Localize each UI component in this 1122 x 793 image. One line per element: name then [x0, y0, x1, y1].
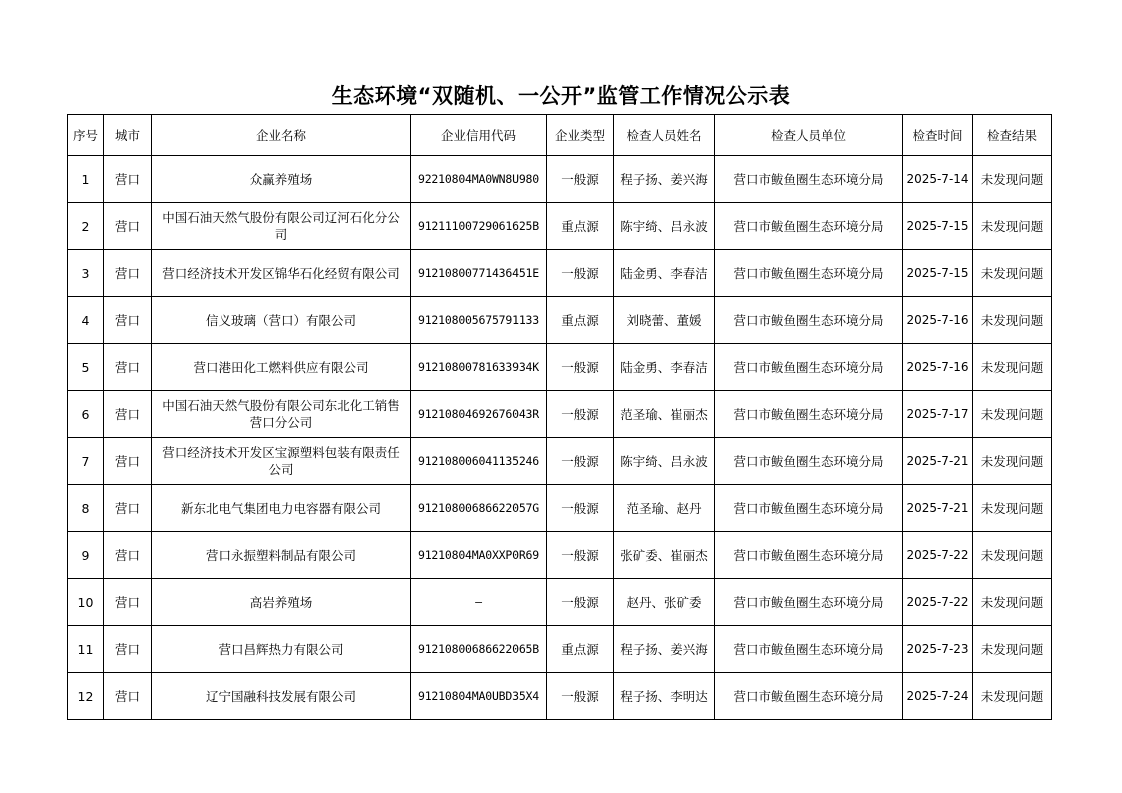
header-city: 城市: [104, 115, 152, 156]
cell-seq: 5: [68, 344, 104, 391]
table-row: [68, 673, 1052, 720]
cell-result: 未发现问题: [973, 297, 1052, 344]
cell-result: 未发现问题: [973, 673, 1052, 720]
cell-city: 营口: [104, 438, 152, 485]
cell-company: 营口经济技术开发区锦华石化经贸有限公司: [152, 250, 411, 297]
cell-city: 营口: [104, 626, 152, 673]
cell-seq: 7: [68, 438, 104, 485]
cell-inspectors: 陈宇绮、吕永波: [614, 438, 715, 485]
cell-seq: 12: [68, 673, 104, 720]
cell-date: 2025-7-14: [903, 156, 973, 203]
cell-inspectors: 陈宇绮、吕永波: [614, 203, 715, 250]
table-row: [68, 344, 1052, 391]
header-date: 检查时间: [903, 115, 973, 156]
cell-seq: 2: [68, 203, 104, 250]
cell-date: 2025-7-22: [903, 532, 973, 579]
table-row: [68, 391, 1052, 438]
cell-seq: 10: [68, 579, 104, 626]
table-row: [68, 297, 1052, 344]
page-title: 生态环境“双随机、一公开”监管工作情况公示表: [331, 84, 791, 108]
table-row: [68, 250, 1052, 297]
cell-unit: 营口市鲅鱼圈生态环境分局: [715, 579, 903, 626]
cell-inspectors: 赵丹、张矿委: [614, 579, 715, 626]
cell-inspectors: 张矿委、崔丽杰: [614, 532, 715, 579]
cell-company: 众赢养殖场: [152, 156, 411, 203]
header-row: [68, 115, 1052, 156]
cell-type: 一般源: [547, 673, 614, 720]
cell-seq: 9: [68, 532, 104, 579]
cell-type: 一般源: [547, 579, 614, 626]
cell-unit: 营口市鲅鱼圈生态环境分局: [715, 391, 903, 438]
table-body: [68, 156, 1052, 720]
cell-credit-code: 91210804692676043R: [411, 391, 547, 438]
cell-seq: 4: [68, 297, 104, 344]
cell-unit: 营口市鲅鱼圈生态环境分局: [715, 438, 903, 485]
header-company: 企业名称: [152, 115, 411, 156]
cell-type: 一般源: [547, 391, 614, 438]
cell-result: 未发现问题: [973, 344, 1052, 391]
cell-credit-code: 91211100729061625B: [411, 203, 547, 250]
cell-company: 新东北电气集团电力电容器有限公司: [152, 485, 411, 532]
inspection-table: [67, 114, 1052, 720]
cell-date: 2025-7-23: [903, 626, 973, 673]
cell-company: 中国石油天然气股份有限公司辽河石化分公司: [152, 203, 411, 250]
cell-date: 2025-7-16: [903, 344, 973, 391]
cell-city: 营口: [104, 344, 152, 391]
cell-result: 未发现问题: [973, 391, 1052, 438]
cell-credit-code: 91210800781633934K: [411, 344, 547, 391]
cell-unit: 营口市鲅鱼圈生态环境分局: [715, 250, 903, 297]
cell-inspectors: 程子扬、李明达: [614, 673, 715, 720]
cell-seq: 8: [68, 485, 104, 532]
cell-date: 2025-7-24: [903, 673, 973, 720]
cell-date: 2025-7-16: [903, 297, 973, 344]
cell-company: 营口港田化工燃料供应有限公司: [152, 344, 411, 391]
cell-city: 营口: [104, 673, 152, 720]
cell-result: 未发现问题: [973, 203, 1052, 250]
cell-seq: 1: [68, 156, 104, 203]
cell-city: 营口: [104, 485, 152, 532]
header-result: 检查结果: [973, 115, 1052, 156]
cell-result: 未发现问题: [973, 438, 1052, 485]
cell-company: 辽宁国融科技发展有限公司: [152, 673, 411, 720]
cell-credit-code: 91210800686622057G: [411, 485, 547, 532]
cell-inspectors: 范圣瑜、崔丽杰: [614, 391, 715, 438]
cell-credit-code: 92210804MA0WN8U980: [411, 156, 547, 203]
cell-date: 2025-7-21: [903, 438, 973, 485]
cell-seq: 6: [68, 391, 104, 438]
cell-credit-code: 91210804MA0XXP0R69: [411, 532, 547, 579]
table-row: [68, 438, 1052, 485]
cell-result: 未发现问题: [973, 250, 1052, 297]
cell-company: 高岩养殖场: [152, 579, 411, 626]
cell-city: 营口: [104, 391, 152, 438]
cell-credit-code: 912108005675791133: [411, 297, 547, 344]
table-row: [68, 156, 1052, 203]
header-type: 企业类型: [547, 115, 614, 156]
cell-seq: 3: [68, 250, 104, 297]
table-row: [68, 626, 1052, 673]
cell-city: 营口: [104, 297, 152, 344]
cell-unit: 营口市鲅鱼圈生态环境分局: [715, 297, 903, 344]
cell-city: 营口: [104, 532, 152, 579]
table-row: [68, 203, 1052, 250]
header-inspectors: 检查人员姓名: [614, 115, 715, 156]
cell-unit: 营口市鲅鱼圈生态环境分局: [715, 673, 903, 720]
cell-credit-code: 91210804MA0UBD35X4: [411, 673, 547, 720]
cell-city: 营口: [104, 156, 152, 203]
cell-type: 一般源: [547, 438, 614, 485]
cell-type: 一般源: [547, 532, 614, 579]
cell-city: 营口: [104, 579, 152, 626]
cell-result: 未发现问题: [973, 626, 1052, 673]
cell-type: 一般源: [547, 250, 614, 297]
table-row: [68, 579, 1052, 626]
cell-credit-code: 91210800686622065B: [411, 626, 547, 673]
cell-date: 2025-7-22: [903, 579, 973, 626]
cell-credit-code: 912108006041135246: [411, 438, 547, 485]
cell-result: 未发现问题: [973, 579, 1052, 626]
table-row: [68, 485, 1052, 532]
cell-date: 2025-7-15: [903, 203, 973, 250]
cell-inspectors: 陆金勇、李春洁: [614, 250, 715, 297]
cell-type: 一般源: [547, 485, 614, 532]
cell-result: 未发现问题: [973, 485, 1052, 532]
cell-company: 营口经济技术开发区宝源塑料包装有限责任公司: [152, 438, 411, 485]
cell-type: 重点源: [547, 297, 614, 344]
cell-date: 2025-7-15: [903, 250, 973, 297]
cell-inspectors: 程子扬、姜兴海: [614, 626, 715, 673]
cell-unit: 营口市鲅鱼圈生态环境分局: [715, 626, 903, 673]
table-row: [68, 532, 1052, 579]
cell-company: 中国石油天然气股份有限公司东北化工销售营口分公司: [152, 391, 411, 438]
cell-company: 信义玻璃（营口）有限公司: [152, 297, 411, 344]
cell-type: 一般源: [547, 344, 614, 391]
header-credit-code: 企业信用代码: [411, 115, 547, 156]
cell-inspectors: 程子扬、姜兴海: [614, 156, 715, 203]
header-seq: 序号: [68, 115, 104, 156]
cell-date: 2025-7-21: [903, 485, 973, 532]
cell-unit: 营口市鲅鱼圈生态环境分局: [715, 344, 903, 391]
cell-company: 营口昌辉热力有限公司: [152, 626, 411, 673]
cell-credit-code: —: [411, 579, 547, 626]
cell-date: 2025-7-17: [903, 391, 973, 438]
cell-inspectors: 刘晓蕾、董媛: [614, 297, 715, 344]
cell-unit: 营口市鲅鱼圈生态环境分局: [715, 156, 903, 203]
cell-city: 营口: [104, 203, 152, 250]
cell-inspectors: 陆金勇、李春洁: [614, 344, 715, 391]
cell-unit: 营口市鲅鱼圈生态环境分局: [715, 203, 903, 250]
cell-credit-code: 91210800771436451E: [411, 250, 547, 297]
cell-type: 重点源: [547, 626, 614, 673]
cell-unit: 营口市鲅鱼圈生态环境分局: [715, 485, 903, 532]
cell-unit: 营口市鲅鱼圈生态环境分局: [715, 532, 903, 579]
cell-type: 一般源: [547, 156, 614, 203]
header-unit: 检查人员单位: [715, 115, 903, 156]
cell-result: 未发现问题: [973, 532, 1052, 579]
cell-city: 营口: [104, 250, 152, 297]
cell-company: 营口永振塑料制品有限公司: [152, 532, 411, 579]
cell-result: 未发现问题: [973, 156, 1052, 203]
cell-seq: 11: [68, 626, 104, 673]
cell-inspectors: 范圣瑜、赵丹: [614, 485, 715, 532]
cell-type: 重点源: [547, 203, 614, 250]
table-header: [68, 115, 1052, 156]
